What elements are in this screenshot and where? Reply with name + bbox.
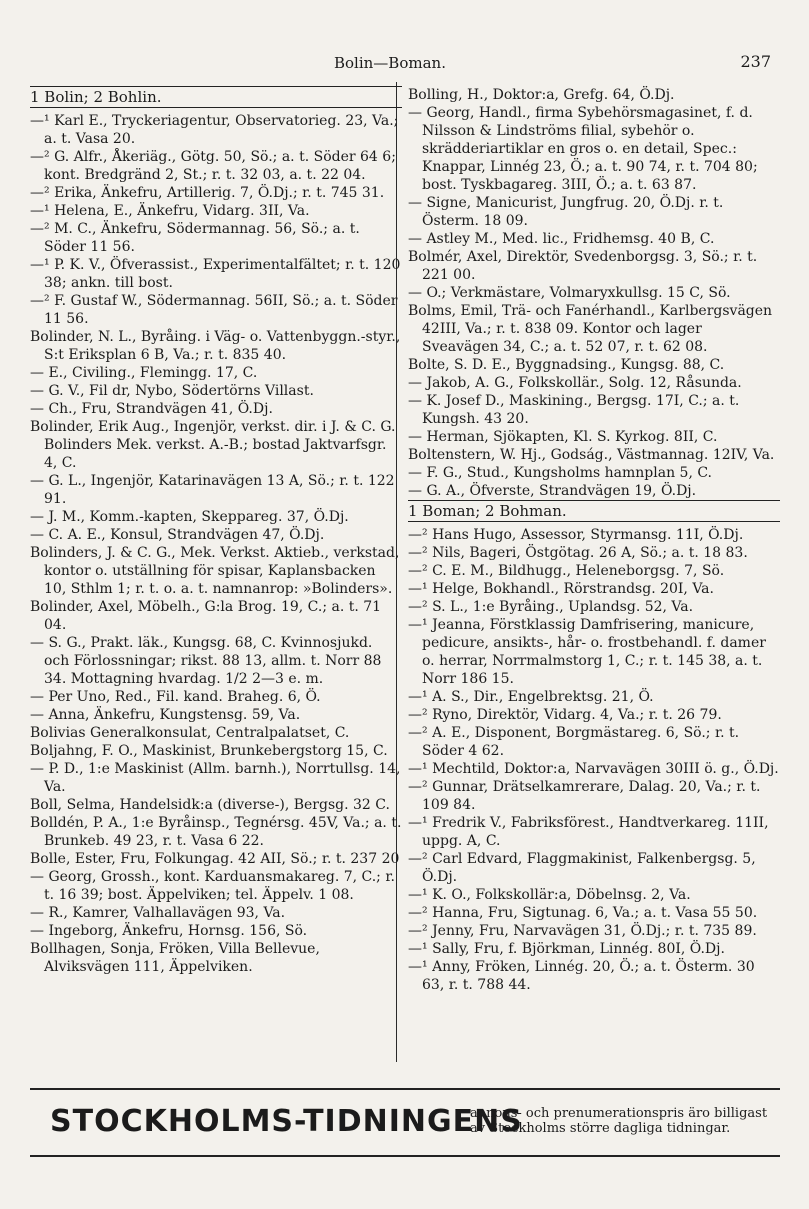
directory-entry: —¹ Anny, Fröken, Linnég. 20, Ö.; a. t. Österm. 30 63, r. t. 788 44. (408, 959, 755, 993)
left-entry-list (30, 112, 402, 976)
running-head (0, 50, 809, 76)
directory-entry: Bolmér, Axel, Direktör, Svedenborgsg. 3, Sö.; r. t. 221 00. (408, 249, 758, 283)
directory-entry: — P. D., 1:e Maskinist (Allm. barnh.), Norrtullsg. 14, Va. (30, 761, 401, 795)
directory-entry: — O.; Verkmästare, Volmaryxkullsg. 15 C, Sö. (408, 285, 731, 301)
directory-entry: — Ch., Fru, Strandvägen 41, Ö.Dj. (30, 401, 273, 417)
directory-entry: Bolling, H., Doktor:a, Grefg. 64, Ö.Dj. (408, 87, 675, 103)
running-title: Bolin—Boman. (334, 54, 446, 72)
directory-entry: Bolivias Generalkonsulat, Centralpalatset, C. (30, 725, 350, 741)
directory-entry: Bolle, Ester, Fru, Folkungag. 42 AII, Sö.; r. t. 237 20 (30, 851, 400, 867)
directory-entry: — G. V., Fil dr, Nybo, Södertörns Villast. (30, 383, 314, 399)
directory-entry: —² C. E. M., Bildhugg., Heleneborgsg. 7, Sö. (408, 563, 725, 579)
directory-entry: Bolinder, Axel, Möbelh., G:la Brog. 19, C.; a. t. 71 04. (30, 599, 382, 633)
directory-entry: —¹ Helge, Bokhandl., Rörstrandsg. 20I, Va. (408, 581, 714, 597)
directory-entry: — S. G., Prakt. läk., Kungsg. 68, C. Kvinnosjukd. och Förlossningar; rikst. 88 13, allm. t. Norr 88 34. Mottagning hvardag. 1/2 2—3 e. m. (30, 635, 382, 687)
directory-entry: —¹ Jeanna, Förstklassig Damfrisering, manicure, pedicure, ansikts-, hår- o. frostbehandl. f. damer o. herrar, Norrmalmstorg 1, C.; r. t. 145 38, a. t. Norr 186 15. (408, 617, 766, 687)
directory-entry: —¹ A. S., Dir., Engelbrektsg. 21, Ö. (408, 689, 654, 705)
directory-entry: —² Nils, Bageri, Östgötag. 26 A, Sö.; a. t. 18 83. (408, 545, 748, 561)
directory-entry: — Jakob, A. G., Folkskollär., Solg. 12, Råsunda. (408, 375, 742, 391)
directory-entry: —¹ Fredrik V., Fabriksförest., Handtverkareg. 11II, uppg. A, C. (408, 815, 769, 849)
footer-text: annons- och prenumerationspris äro billigast av Stockholms större dagliga tidningar. (470, 1106, 768, 1136)
directory-entry: Bollhagen, Sonja, Fröken, Villa Bellevue, Alviksvägen 111, Äppelviken. (30, 941, 320, 975)
directory-entry: — R., Kamrer, Valhallavägen 93, Va. (30, 905, 286, 921)
directory-entry: — J. M., Komm.-kapten, Skeppareg. 37, Ö.Dj. (30, 509, 349, 525)
directory-entry: — Herman, Sjökapten, Kl. S. Kyrkog. 8II, C. (408, 429, 718, 445)
directory-entry: — K. Josef D., Maskining., Bergsg. 17I, C.; a. t. Kungsh. 43 20. (408, 393, 740, 427)
directory-entry: —² F. Gustaf W., Södermannag. 56II, Sö.; a. t. Söder 11 56. (30, 293, 398, 327)
footer-rule-bottom (30, 1155, 780, 1157)
right-column (408, 86, 780, 994)
directory-entry: —¹ Sally, Fru, f. Björkman, Linnég. 80I, Ö.Dj. (408, 941, 725, 957)
directory-entry: — Ingeborg, Änkefru, Hornsg. 156, Sö. (30, 923, 308, 939)
directory-entry: — Per Uno, Red., Fil. kand. Braheg. 6, Ö. (30, 689, 321, 705)
directory-entry: Bolinders, J. & C. G., Mek. Verkst. Aktieb., verkstad, kontor o. utställning för spisar, Kaplansbacken 10, Sthlm 1; r. t. o. a. t. namnanrop: »Bolinders». (30, 545, 400, 597)
directory-entry: —² G. Alfr., Åkeriäg., Götg. 50, Sö.; a. t. Söder 64 6; kont. Bredgränd 2, St.; r. t. 32 03, a. t. 22 04. (30, 149, 396, 183)
directory-entry: — Signe, Manicurist, Jungfrug. 20, Ö.Dj. r. t. Österm. 18 09. (408, 195, 724, 229)
directory-entry: —² Carl Edvard, Flaggmakinist, Falkenbergsg. 5, Ö.Dj. (408, 851, 756, 885)
directory-entry: Bolte, S. D. E., Byggnadsing., Kungsg. 88, C. (408, 357, 725, 373)
right-entry-list-b (408, 526, 780, 994)
directory-entry: —² A. E., Disponent, Borgmästareg. 6, Sö.; r. t. Söder 4 62. (408, 725, 740, 759)
directory-entry: Boll, Selma, Handelsidk:a (diverse-), Bergsg. 32 C. (30, 797, 390, 813)
directory-entry: —¹ Helena, E., Änkefru, Vidarg. 3II, Va. (30, 203, 310, 219)
directory-entry: Boltenstern, W. Hj., Godság., Västmannag. 12IV, Va. (408, 447, 775, 463)
page-number: 237 (740, 52, 771, 71)
directory-entry: Bolms, Emil, Trä- och Fanérhandl., Karlbergsvägen 42III, Va.; r. t. 838 09. Kontor och lager Sveavägen 34, C.; a. t. 52 07, r. t. 62 08. (408, 303, 773, 355)
directory-entry: Bolinder, Erik Aug., Ingenjör, verkst. dir. i J. & C. G. Bolinders Mek. verkst. A.-B.; bostad Jaktvarfsgr. 4, C. (30, 419, 396, 471)
directory-entry: —² Gunnar, Drätselkamrerare, Dalag. 20, Va.; r. t. 109 84. (408, 779, 761, 813)
directory-entry: —¹ Mechtild, Doktor:a, Narvavägen 30III ö. g., Ö.Dj. (408, 761, 779, 777)
directory-entry: Bolinder, N. L., Byråing. i Väg- o. Vattenbyggn.-styr., S:t Eriksplan 6 B, Va.; r. t. 835 40. (30, 329, 401, 363)
directory-entry: —² S. L., 1:e Byråing., Uplandsg. 52, Va. (408, 599, 694, 615)
directory-entry: —² Jenny, Fru, Narvavägen 31, Ö.Dj.; r. t. 735 89. (408, 923, 757, 939)
directory-entry: — F. G., Stud., Kungsholms hamnplan 5, C. (408, 465, 713, 481)
directory-entry: — Anna, Änkefru, Kungstensg. 59, Va. (30, 707, 301, 723)
left-column (30, 86, 402, 976)
right-entry-list-a (408, 86, 780, 500)
directory-entry: —¹ Karl E., Tryckeriagentur, Observatorieg. 23, Va.; a. t. Vasa 20. (30, 113, 399, 147)
directory-entry: Bolldén, P. A., 1:e Byråinsp., Tegnérsg. 45V, Va.; a. t. Brunkeb. 49 23, r. t. Vasa 6 22. (30, 815, 402, 849)
directory-entry: —² Hanna, Fru, Sigtunag. 6, Va.; a. t. Vasa 55 50. (408, 905, 758, 921)
directory-entry: —² Ryno, Direktör, Vidarg. 4, Va.; r. t. 26 79. (408, 707, 722, 723)
directory-entry: —² Hans Hugo, Assessor, Styrmansg. 11I, Ö.Dj. (408, 527, 744, 543)
footer-rule-top (30, 1088, 780, 1090)
directory-entry: — Georg, Handl., firma Sybehörsmagasinet, f. d. Nilsson & Lindströms filial, sybehör o. skrädderiartiklar en gros o. en detail, Spec.: Knappar, Linnég 23, Ö.; a. t. 90 74, r. t. 704 80; bost. Tyskbagareg. 3III, Ö.; a. t. 63 87. (408, 105, 758, 193)
directory-entry: — E., Civiling., Flemingg. 17, C. (30, 365, 258, 381)
directory-entry: — Astley M., Med. lic., Fridhemsg. 40 B, C. (408, 231, 715, 247)
directory-entry: —¹ P. K. V., Öfverassist., Experimentalfältet; r. t. 120 38; ankn. till bost. (30, 257, 401, 291)
directory-entry: Boljahng, F. O., Maskinist, Brunkebergstorg 15, C. (30, 743, 388, 759)
directory-entry: —² Erika, Änkefru, Artillerig. 7, Ö.Dj.; r. t. 745 31. (30, 185, 385, 201)
directory-entry: — C. A. E., Konsul, Strandvägen 47, Ö.Dj. (30, 527, 325, 543)
section-header-boman: 1 Boman; 2 Bohman. (408, 500, 780, 522)
section-header-bolin: 1 Bolin; 2 Bohlin. (30, 86, 402, 108)
footer-advertisement (50, 1104, 770, 1144)
directory-entry: —² M. C., Änkefru, Södermannag. 56, Sö.; a. t. Söder 11 56. (30, 221, 360, 255)
footer-title: STOCKHOLMS-TIDNINGENS (50, 1104, 523, 1139)
directory-entry: — Georg, Grossh., kont. Karduansmakareg. 7, C.; r. t. 16 39; bost. Äppelviken; tel. Äppelv. 1 08. (30, 869, 395, 903)
directory-entry: — G. A., Öfverste, Strandvägen 19, Ö.Dj. (408, 483, 697, 499)
directory-entry: — G. L., Ingenjör, Katarinavägen 13 A, Sö.; r. t. 122 91. (30, 473, 395, 507)
directory-entry: —¹ K. O., Folkskollär:a, Döbelnsg. 2, Va. (408, 887, 691, 903)
